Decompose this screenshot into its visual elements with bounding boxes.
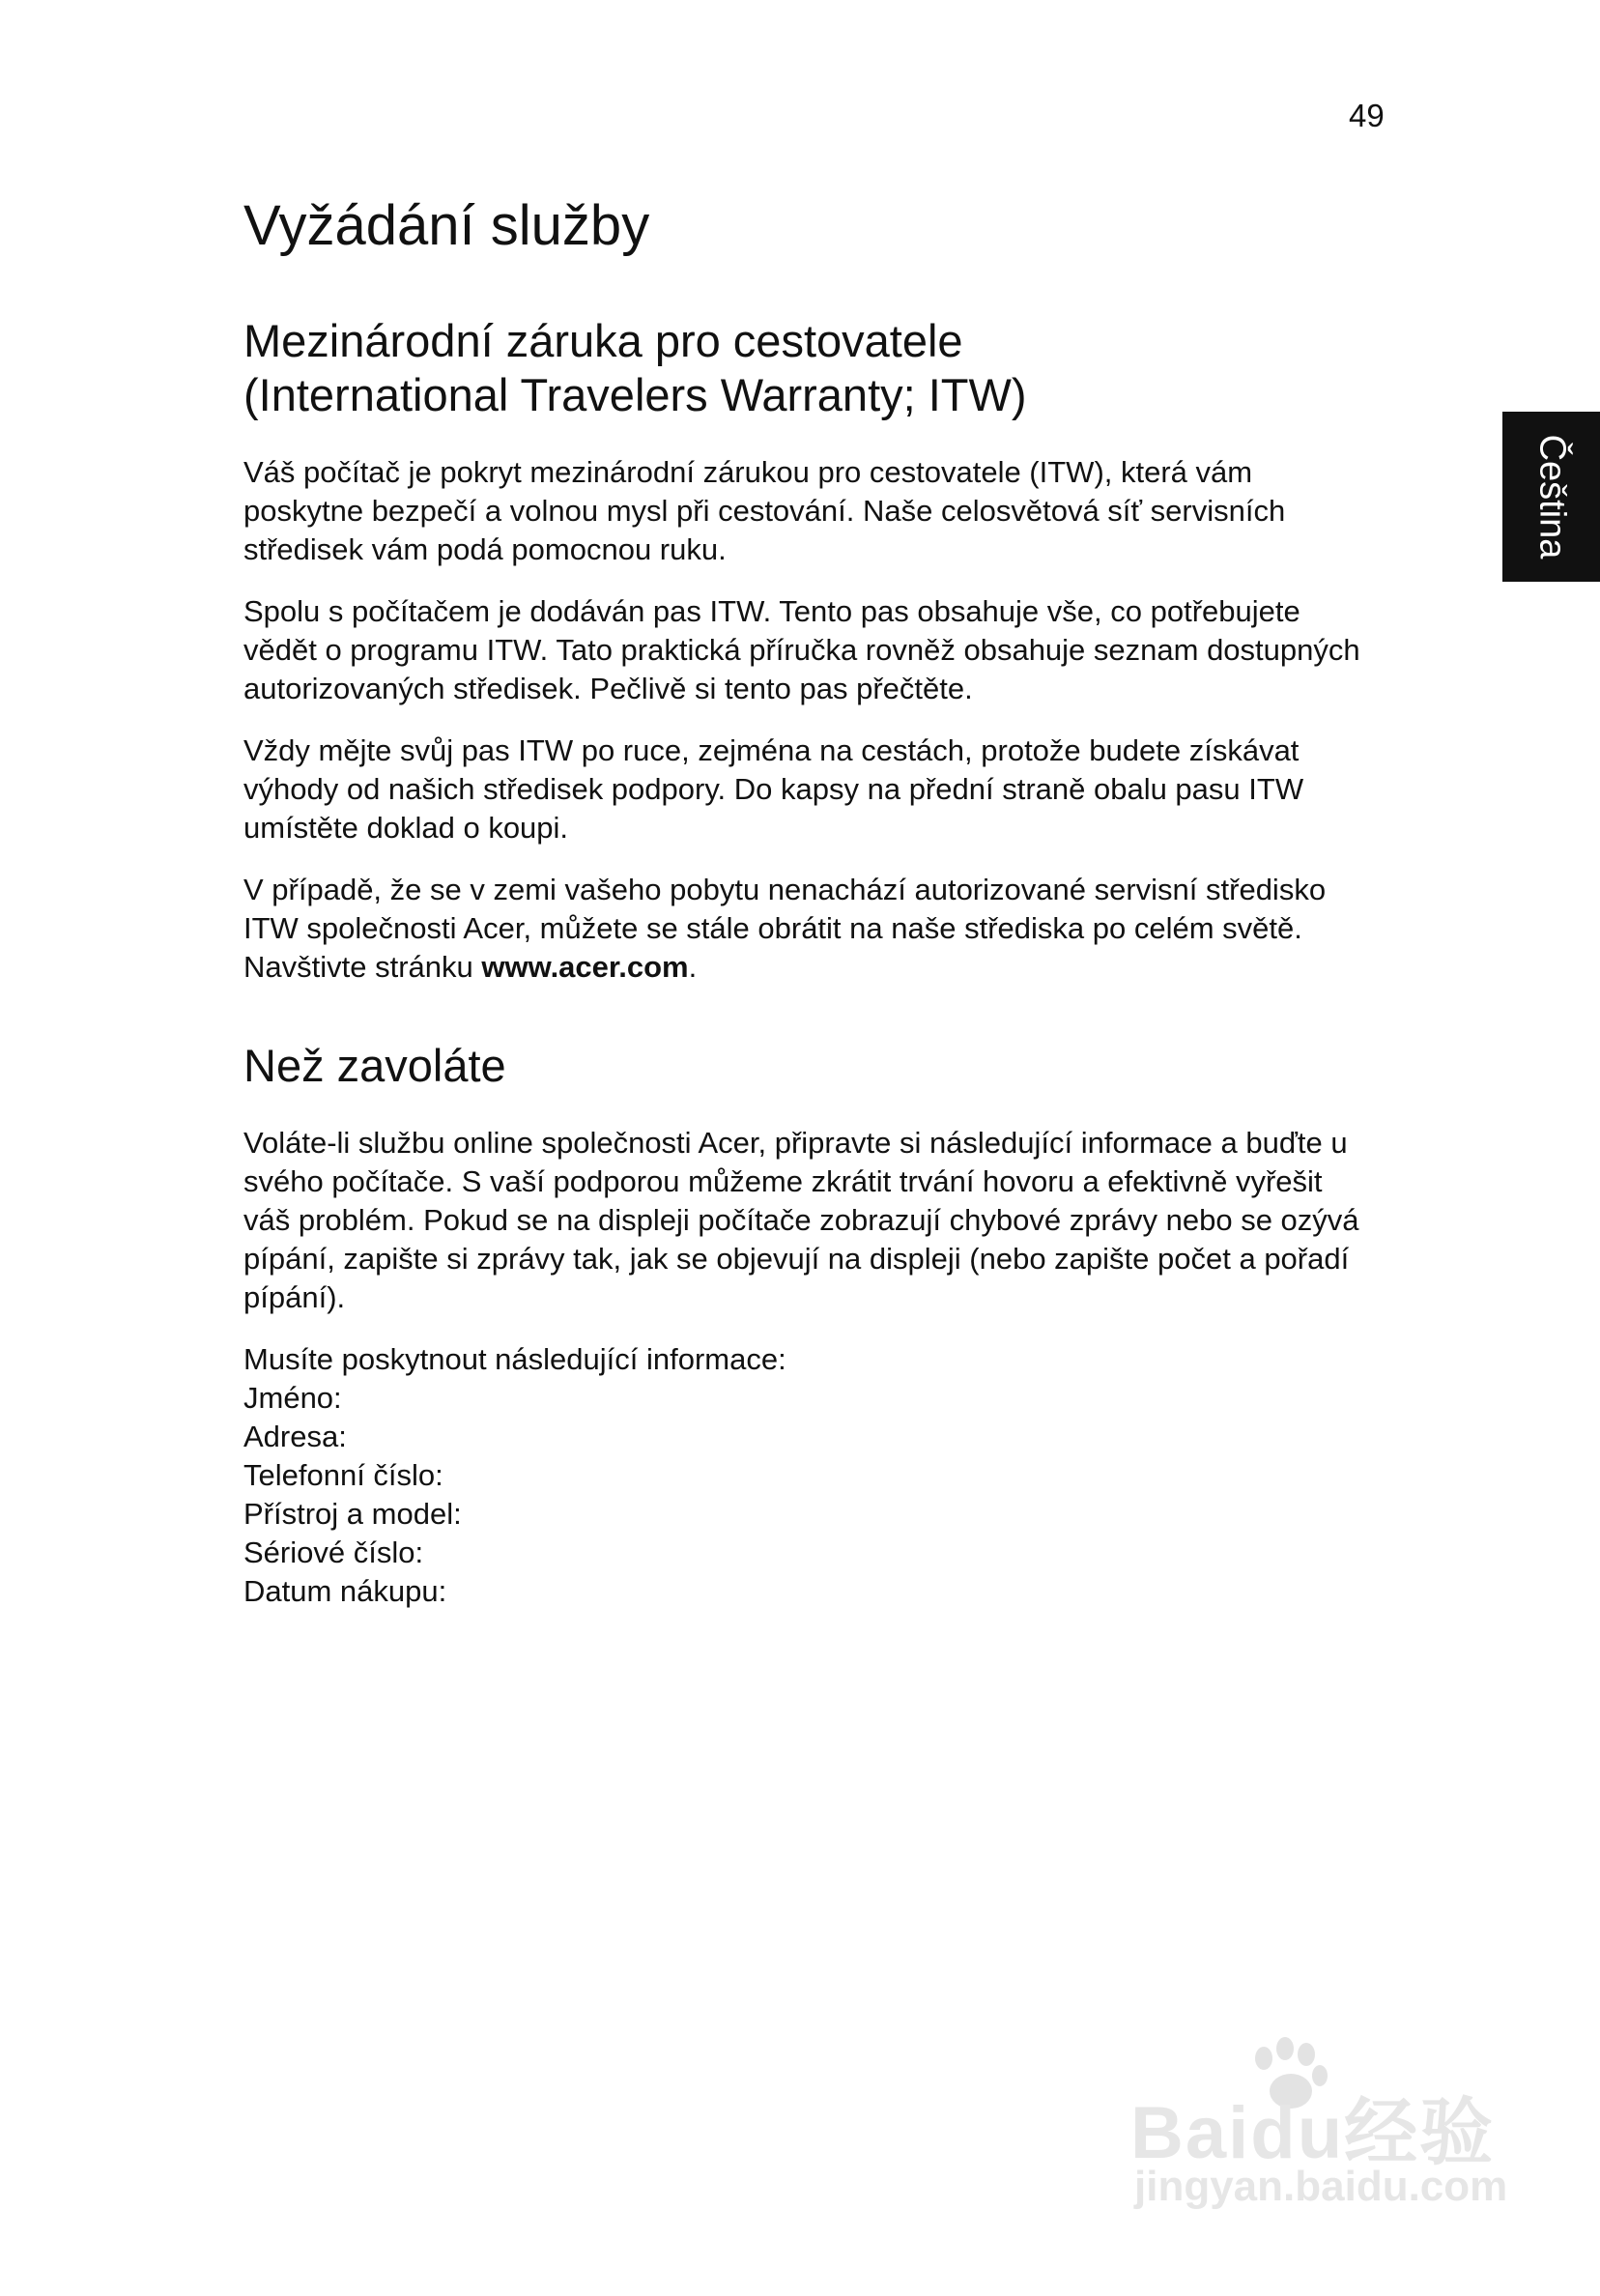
page-number: 49 xyxy=(1349,98,1385,133)
page-title: Vyžádání služby xyxy=(243,194,650,257)
itw-paragraph-1: Váš počítač je pokryt mezinárodní zárukou pro cestovatele (ITW), která vám poskytne bezpečí a volnou mysl při cestování. Naše celosvětová síť servisních středisek vám podá pomocnou ruku. xyxy=(243,455,1286,566)
watermark-logo: Baidu经验 xyxy=(1130,2092,1496,2174)
list-item-phone: Telefonní číslo: xyxy=(243,1458,443,1492)
acer-url-link[interactable]: www.acer.com xyxy=(481,950,689,984)
baidu-watermark xyxy=(1130,2037,1517,2211)
itw-paragraph-4-text: V případě, že se v zemi vašeho pobytu nenachází autorizované servisní středisko ITW společnosti Acer, můžete se stále obrátit na naše střediska po celém světě. Navštivte stránku xyxy=(243,873,1327,984)
language-tab-label: Čeština xyxy=(1531,434,1572,560)
itw-heading-line2: (International Travelers Warranty; ITW) xyxy=(243,369,1027,420)
before-call-heading: Než zavoláte xyxy=(243,1040,506,1091)
before-call-paragraph: Voláte-li službu online společnosti Acer, připravte si následující informace a buďte u svého počítače. S vaší podporou můžeme zkrátit trvání hovoru a efektivně vyřešit váš problém. Pokud se na displeji počítače zobrazují chybové zprávy nebo se ozývá pípání, zapište si zprávy tak, jak se objevují na displeji (nebo zapište počet a pořadí pípání). xyxy=(243,1126,1359,1314)
language-tab xyxy=(1502,412,1600,582)
before-call-section xyxy=(243,1039,1403,1611)
list-item-name: Jméno: xyxy=(243,1381,342,1415)
required-info-list xyxy=(243,1340,1403,1611)
itw-section xyxy=(243,314,1403,987)
list-item-address: Adresa: xyxy=(243,1420,347,1453)
watermark-url: jingyan.baidu.com xyxy=(1134,2163,1508,2210)
required-info-intro: Musíte poskytnout následující informace: xyxy=(243,1342,786,1376)
itw-heading-line1: Mezinárodní záruka pro cestovatele xyxy=(243,315,963,366)
itw-paragraph-2: Spolu s počítačem je dodáván pas ITW. Tento pas obsahuje vše, co potřebujete vědět o programu ITW. Tato praktická příručka rovněž obsahuje seznam dostupných autorizovaných středisek. Pečlivě si tento pas přečtěte. xyxy=(243,594,1360,705)
list-item-serial-number: Sériové číslo: xyxy=(243,1535,424,1569)
itw-paragraph-3: Vždy mějte svůj pas ITW po ruce, zejména na cestách, protože budete získávat výhody od našich středisek podpory. Do kapsy na přední straně obalu pasu ITW umístěte doklad o koupi. xyxy=(243,733,1304,845)
itw-heading xyxy=(243,314,1403,422)
list-item-device-model: Přístroj a model: xyxy=(243,1497,462,1531)
list-item-purchase-date: Datum nákupu: xyxy=(243,1574,447,1608)
itw-paragraph-4 xyxy=(243,871,1403,987)
page-content xyxy=(243,189,1403,1611)
itw-paragraph-4-end: . xyxy=(688,950,698,984)
